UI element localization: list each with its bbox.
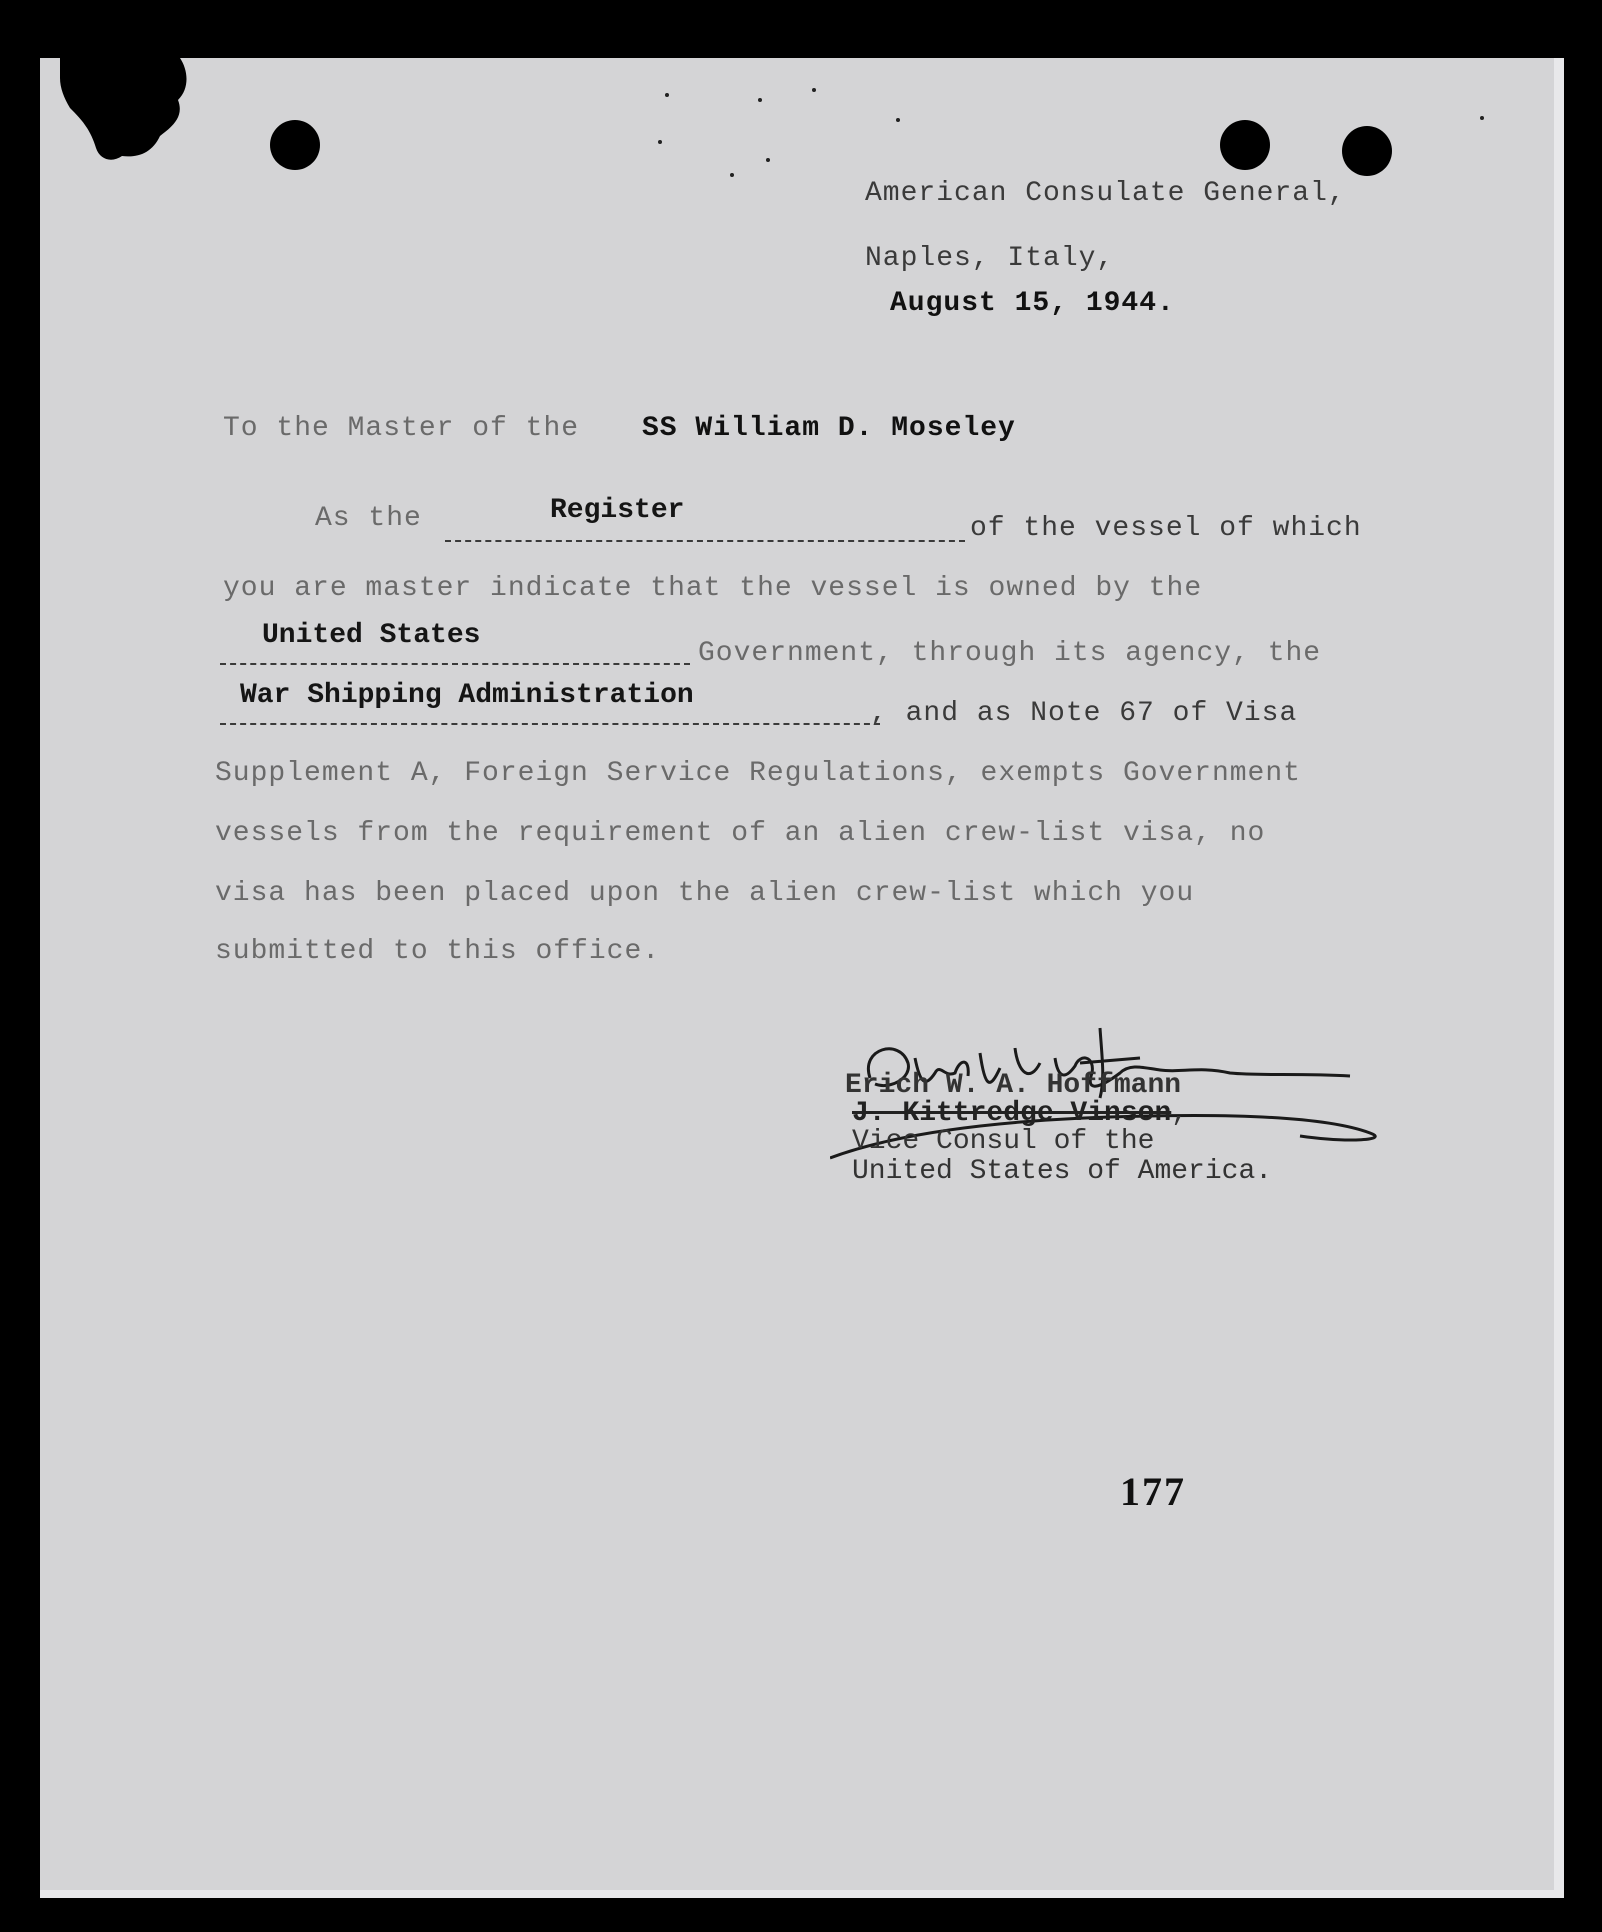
document-page	[40, 58, 1564, 1898]
torn-corner-mark	[60, 58, 200, 168]
fill-underline	[445, 540, 965, 542]
punch-hole-right-2	[1342, 126, 1392, 176]
fill-document-type: Register	[550, 495, 685, 526]
signer-name: Erich W. A. Hoffmann	[845, 1070, 1182, 1101]
signer-title-line-1: Vice Consul of the	[852, 1126, 1155, 1157]
struck-signer-suffix: ,	[1171, 1098, 1189, 1129]
fill-underline	[220, 723, 880, 725]
punch-hole-right-1	[1220, 120, 1270, 170]
vessel-name: SS William D. Moseley	[642, 413, 1016, 444]
signer-title-line-2: United States of America.	[852, 1156, 1273, 1187]
body-line-3-end: Government, through its agency, the	[698, 638, 1322, 669]
fill-government: United States	[262, 620, 481, 651]
body-line-5: Supplement A, Foreign Service Regulations, exempts Government	[215, 758, 1301, 789]
address-prefix: To the Master of the	[223, 413, 580, 444]
header-date: August 15, 1944.	[890, 288, 1175, 319]
fill-agency: War Shipping Administration	[240, 680, 694, 711]
struck-signer-name: J. Kittredge Vinson	[852, 1098, 1172, 1129]
speck	[1480, 116, 1484, 120]
page-number: 177	[1120, 1469, 1186, 1514]
punch-hole-left	[270, 120, 320, 170]
speck	[730, 173, 734, 177]
speck	[812, 88, 816, 92]
speck	[758, 98, 762, 102]
speck	[896, 118, 900, 122]
body-line-8: submitted to this office.	[215, 936, 661, 967]
body-line-4-end: , and as Note 67 of Visa	[870, 698, 1298, 729]
body-line-7: visa has been placed upon the alien crew-list which you	[215, 878, 1195, 909]
body-line-6: vessels from the requirement of an alien crew-list visa, no	[215, 818, 1266, 849]
header-line-2: Naples, Italy,	[865, 243, 1115, 274]
body-line-1-end: of the vessel of which	[970, 513, 1362, 544]
speck	[665, 93, 669, 97]
body-line-1-start: As the	[315, 503, 422, 534]
fill-underline	[220, 663, 690, 665]
speck	[658, 140, 662, 144]
struck-signer-line	[852, 1098, 1188, 1129]
header-line-1: American Consulate General,	[865, 178, 1346, 209]
body-line-2: you are master indicate that the vessel is owned by the	[223, 573, 1203, 604]
speck	[766, 158, 770, 162]
